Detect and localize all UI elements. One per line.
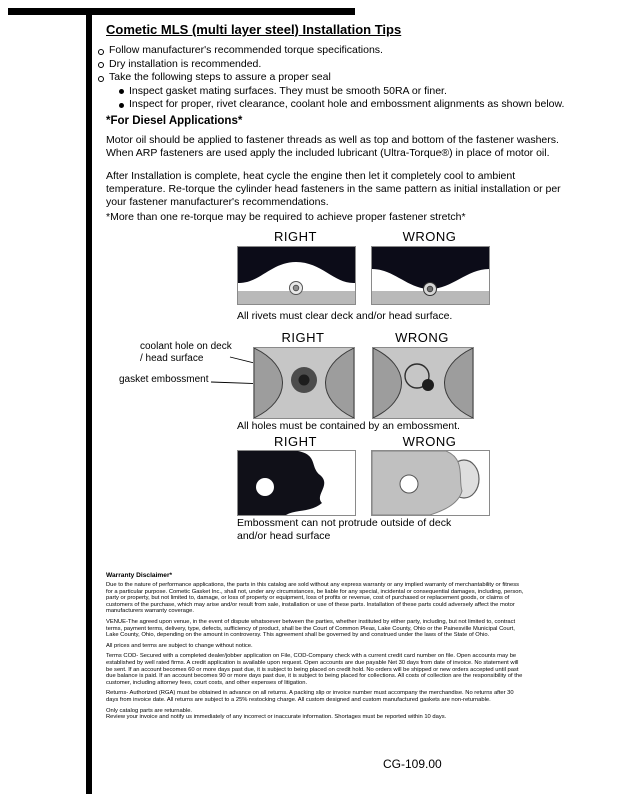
diagram-protrusion-wrong [371, 450, 490, 516]
page-title: Cometic MLS (multi layer steel) Installation Tips [106, 22, 402, 37]
left-border-bar [86, 8, 92, 794]
warranty-paragraph: Review your invoice and notify us immediately of any incorrect or inaccurate information. Shortages must be reported within 10 days. [106, 714, 447, 721]
tip-sub-item: Inspect gasket mating surfaces. They must be smooth 50RA or finer. [119, 85, 568, 99]
row1-wrong-label: WRONG [402, 229, 457, 244]
tip-sub-item: Inspect for proper, rivet clearance, coolant hole and embossment alignments as shown below. [119, 98, 568, 112]
diagram-embossment-right [253, 347, 355, 419]
gasket-embossment-callout-label: gasket embossment [119, 374, 209, 385]
diagram-rivet-right [237, 246, 356, 305]
page-code: CG-109.00 [383, 757, 442, 771]
diesel-paragraph-2: After Installation is complete, heat cycle the engine then let it completely cool to ambient temperature. Re-torque the cylinder head fasteners in the same pattern as initial installation or per your fastener manufacturer's recommendations. [106, 170, 561, 208]
warranty-heading: Warranty Disclaimer* [106, 572, 173, 579]
rivet-clear-illustration [238, 247, 355, 304]
diesel-applications-heading: *For Diesel Applications* [106, 115, 243, 127]
warranty-paragraph: Due to the nature of performance applications, the parts in this catalog are sold without any express warranty or any implied warranty of merchantability or fitness for a particular purpose. Cometic Gasket Inc., shall not, under any circumstances, be liable for any special, incidental or consequential damages, including, person, party or property, but not limited to, damage, or loss of property or equipment, loss of profits or revenue, cost of purchased or replacement goods, or claims of customers of the purchase, which may arise and/or result from sale, installation or use of these parts. Installation of these parts could adversely affect the motor manufacturers warranty coverage. [106, 582, 524, 615]
diagram-protrusion-right [237, 450, 356, 516]
diesel-paragraph-1: Motor oil should be applied to fastener threads as well as top and bottom of the fastener washers. When ARP fasteners are used apply the included lubricant (Ultra-Torque®) in place of motor oil. [106, 134, 559, 159]
embossment-inside-illustration [238, 451, 355, 515]
row1-caption: All rivets must clear deck and/or head surface. [237, 310, 453, 322]
warranty-paragraph: Terms COD- Secured with a completed dealer/jobber application on File, COD-Company check with a current credit card number on file. Open accounts may be established by well rated firms. A credit application is available upon request. Open accounts are due payable Net 30 days from date of invoice. No statement will be sent. If an account becomes 60 or more days past due, it is subject to being placed on credit hold. No orders will be shipped or new orders accepted until past due balance is paid. If an account becomes 90 or more days past due, it is subject to being placed for collections. All costs of collection are the responsibility of the customer, including attorney fees, court costs, and other expenses of litigation. [106, 653, 523, 686]
row2-wrong-label: WRONG [395, 330, 449, 345]
diagram-rivet-wrong [371, 246, 490, 305]
row3-wrong-label: WRONG [402, 434, 457, 449]
installation-tips-list [98, 44, 568, 112]
rivet-interference-illustration [372, 247, 489, 304]
row1-right-label: RIGHT [274, 229, 317, 244]
row3-caption: Embossment can not protrude outside of deck and/or head surface [237, 517, 452, 542]
tip-item: Follow manufacturer's recommended torque specifications. [98, 44, 568, 58]
retorque-note: *More than one re-torque may be required to achieve proper fastener stretch* [106, 211, 466, 223]
warranty-paragraph: VENUE-The agreed upon venue, in the event of dispute whatsoever between the parties, whether instituted by either party, including, but not limited to, contract terms, payment terms, delivery, type, defects, sufficiency of product, shall be the Court of Common Pleas, Lake County, Ohio or the Painesville Municipal Court, Lake County, Ohio, depending on the amount in controversy. This agreement shall be governed by and construed under the laws of the State of Ohio. [106, 618, 516, 639]
top-border-bar [8, 8, 355, 15]
warranty-paragraph: All prices and terms are subject to change without notice. [106, 642, 253, 649]
hole-contained-illustration [254, 348, 354, 418]
embossment-protruding-illustration [372, 451, 489, 515]
row2-right-label: RIGHT [281, 330, 325, 345]
tip-item: Dry installation is recommended. [98, 58, 568, 72]
warranty-disclaimer-section [106, 572, 526, 725]
tip-item: Take the following steps to assure a proper seal [98, 71, 568, 85]
row3-right-label: RIGHT [274, 434, 317, 449]
coolant-hole-callout-label: coolant hole on deck / head surface [140, 341, 232, 364]
hole-not-contained-illustration [373, 348, 473, 418]
diagram-embossment-wrong [372, 347, 474, 419]
row2-caption: All holes must be contained by an embossment. [237, 420, 460, 432]
warranty-paragraph: Only catalog parts are returnable. [106, 707, 193, 714]
warranty-paragraph: Returns- Authorized (RGA) must be obtained in advance on all returns. A packing slip or invoice number must accompany the merchandise. No returns after 30 days from invoice date. All returns are subject to a 25% restocking charge. All custom designed and custom manufactured gaskets are non-returnable. [106, 690, 514, 703]
